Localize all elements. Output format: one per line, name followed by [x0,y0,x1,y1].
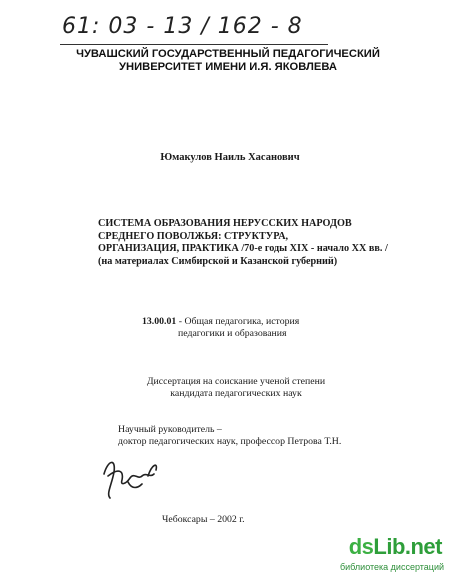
specialty-code: 13.00.01 [142,316,177,327]
advisor-line-2: доктор педагогических наук, профессор Петрова Т.Н. [118,436,342,447]
watermark-subtitle: библиотека диссертаций [339,562,444,572]
university-line-1: ЧУВАШСКИЙ ГОСУДАРСТВЕННЫЙ ПЕДАГОГИЧЕСКИЙ [76,48,380,60]
degree-line-1: Диссертация на соискание ученой степени [146,376,326,387]
specialty-name-1: - Общая педагогика, история [176,316,300,327]
advisor-line-1: Научный руководитель – [118,424,222,435]
dissertation-title [98,218,388,268]
title-line-4: (на материалах Симбирской и Казанской губерний) [98,255,338,267]
dissertation-degree [116,376,356,400]
dslib-watermark[interactable] [340,534,448,580]
title-line-2: СРЕДНЕГО ПОВОЛЖЬЯ: СТРУКТУРА, [98,230,289,242]
title-line-1: СИСТЕМА ОБРАЗОВАНИЯ НЕРУССКИХ НАРОДОВ [98,218,352,229]
title-line-3: ОРГАНИЗАЦИЯ, ПРАКТИКА /70-е годы XIX - начало XX вв. / [98,243,388,254]
degree-line-2: кандидата педагогических наук [170,388,302,399]
dslib-logo [349,534,442,560]
university-header [48,48,408,74]
logo-part-lib: Lib.net [373,534,442,559]
signature-icon [98,454,164,502]
specialty-line-1 [142,316,392,328]
logo-part-ds: ds [348,534,374,559]
handwritten-archive-code [60,8,328,45]
author-name: Юмакулов Наиль Хасанович [160,152,300,163]
specialty-block [142,316,392,340]
university-line-2: УНИВЕРСИТЕТ ИМЕНИ И.Я. ЯКОВЛЕВА [119,61,337,73]
scientific-advisor [118,424,368,448]
specialty-line-2: педагогики и образования [178,328,287,339]
city-year: Чебоксары – 2002 г. [162,514,245,525]
handwritten-code-text: 61: 03 - 13 / 162 - 8 [62,14,303,39]
